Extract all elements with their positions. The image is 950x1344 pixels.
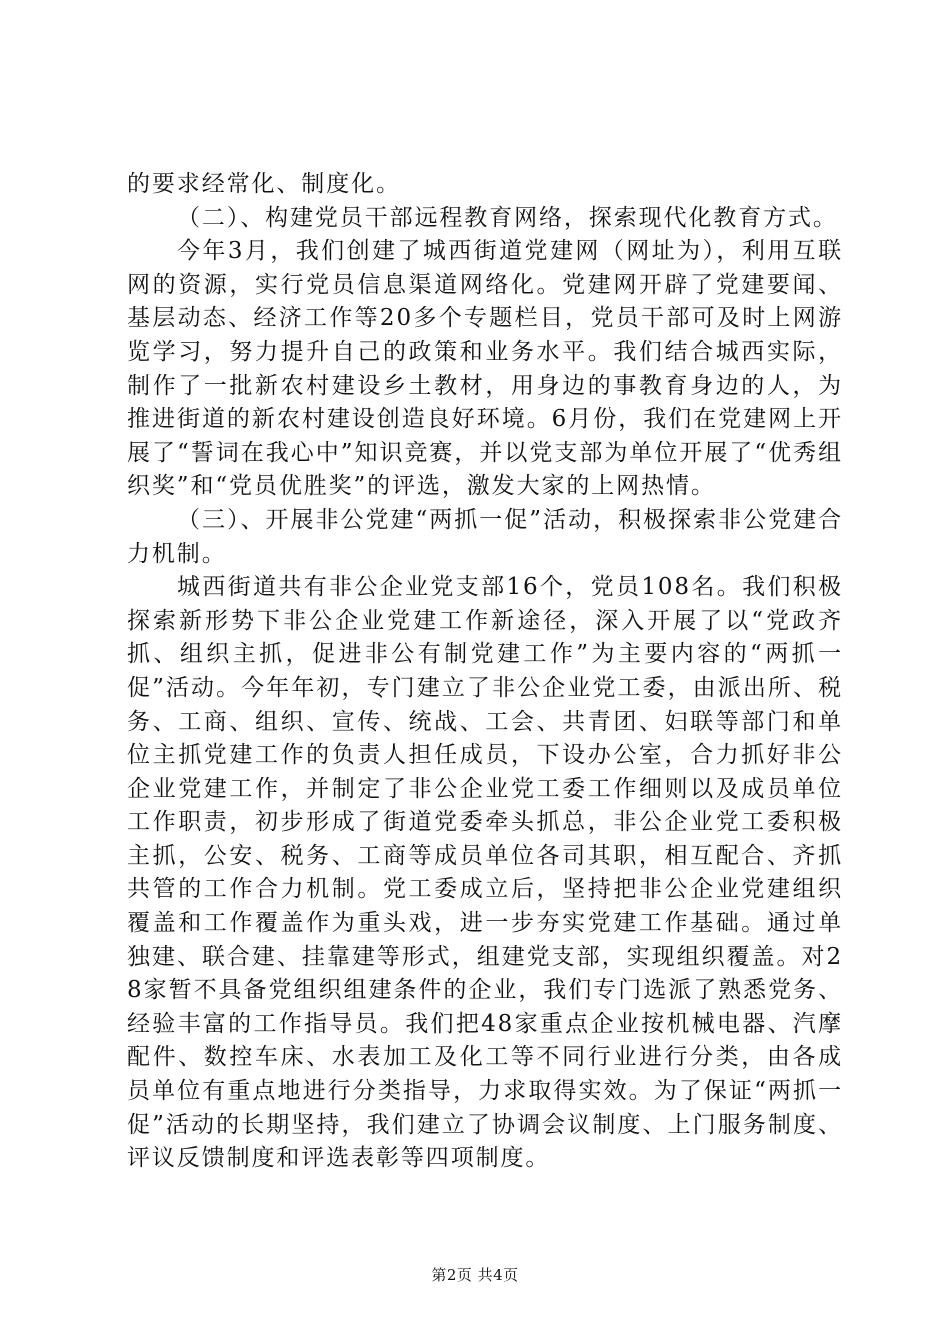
section-heading-2: （二）、构建党员干部远程教育网络，探索现代化教育方式。	[177, 204, 838, 231]
paragraph-party-website: 今年3月，我们创建了城西街道党建网（网址为），利用互联网的资源，实行党员信息渠道网络化。党建网开辟了党建要闻、基层动态、经济工作等20多个专题栏目，党员干部可及时上网游览学习，努力提升自己的政策和业务水平。我们结合城西实际，制作了一批新农村建设乡土教材，用身边的事教育身边的人，为推进街道的新农村建设创造良好环境。6月份，我们在党建网上开展了“誓词在我心中”知识竞赛，并以党支部为单位开展了“优秀组织奖”和“党员优胜奖”的评选，激发大家的上网热情。	[127, 238, 843, 500]
paragraph-continuation: 的要求经常化、制度化。	[127, 171, 401, 197]
paragraph-non-public-party-building: 城西街道共有非公企业党支部16个，党员108名。我们积极探索新形势下非公企业党建工作新途径，深入开展了以“党政齐抓、组织主抓，促进非公有制党建工作”为主要内容的“两抓一促”活动。今年年初，专门建立了非公企业党工委，由派出所、税务、工商、组织、宣传、统战、工会、共青团、妇联等部门和单位主抓党建工作的负责人担任成员，下设办公室，合力抓好非公企业党建工作，并制定了非公企业党工委工作细则以及成员单位工作职责，初步形成了街道党委牵头抓总，非公企业党工委积极主抓，公安、税务、工商等成员单位各司其职，相互配合、齐抓共管的工作合力机制。党工委成立后，坚持把非公企业党建组织覆盖和工作覆盖作为重头戏，进一步夯实党建工作基础。通过单独建、联合建、挂靠建等形式，组建党支部，实现组织覆盖。对28家暂不具备党组织组建条件的企业，我们专门选派了熟悉党务、经验丰富的工作指导员。我们把48家重点企业按机械电器、汽摩配件、数控车床、水表加工及化工等不同行业进行分类，由各成员单位有重点地进行分类指导，力求取得实效。为了保证“两抓一促”活动的长期坚持，我们建立了协调会议制度、上门服务制度、评议反馈制度和评选表彰等四项制度。	[127, 574, 843, 1172]
document-body	[127, 168, 843, 1176]
section-heading-3: （三）、开展非公党建“两抓一促”活动，积极探索非公党建合力机制。	[127, 506, 843, 567]
page-number-footer: 第2页 共4页	[431, 1266, 519, 1284]
